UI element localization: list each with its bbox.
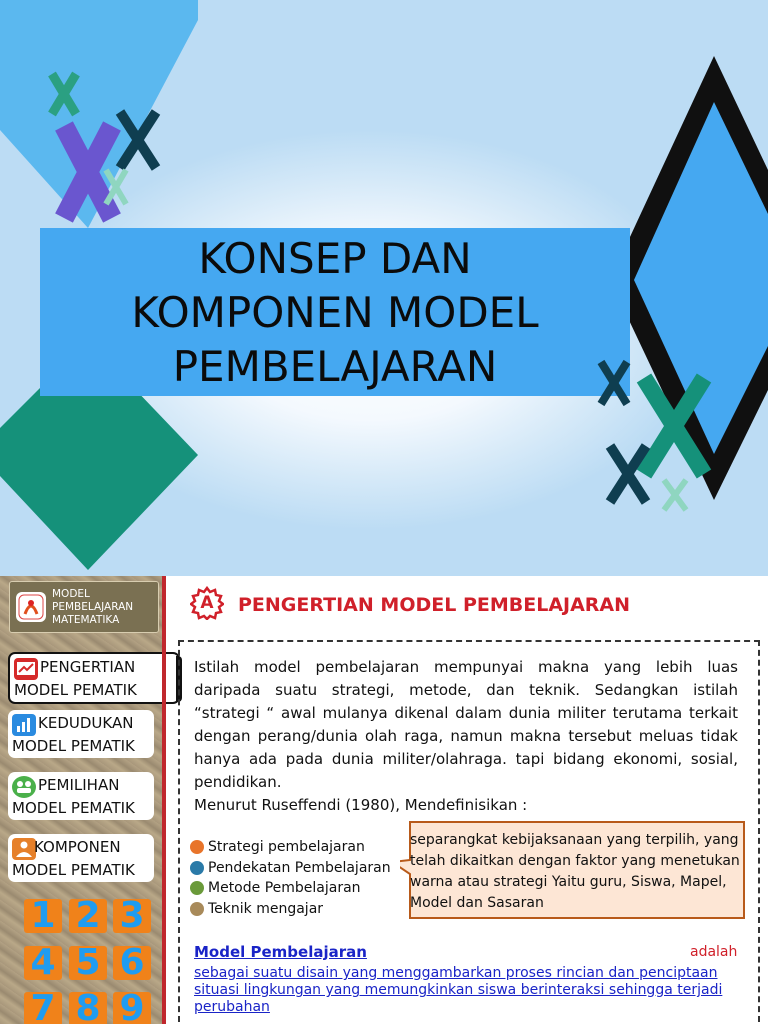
bar-chart-icon — [12, 714, 36, 736]
number-key-2[interactable]: 2 — [69, 899, 107, 933]
badge-letter: A — [200, 593, 214, 613]
number-key-3[interactable]: 3 — [113, 899, 151, 933]
team-icon — [12, 838, 36, 860]
section-badge-icon — [190, 586, 224, 620]
nav-label: KOMPONEN — [34, 838, 121, 856]
paragraph: Istilah model pembelajaran mempunyai makna yang lebih luas daripada suatu strategi, metode, dan teknik. Sedangkan istilah “strategi “ awal mulanya dikenal dalam dunia militer terutama terkait dengan perang/dunia olah raga, namun makna tersebut meluas tidak hanya ada pada dunia militer/olahraga. tapi bidang ekonomi, sosial, pendidikan. — [194, 658, 738, 791]
definition-text[interactable]: sebagai suatu disain yang menggambarkan proses rincian dan penciptaan situasi lingkungan yang memungkinkan siswa berinteraksi sehingga terjadi perubahan — [194, 965, 723, 1015]
number-key-5[interactable]: 5 — [69, 946, 107, 980]
bullet-list — [190, 837, 391, 919]
nav-label: PEMILIHAN — [38, 776, 120, 794]
callout-text: separangkat kebijaksanaan yang terpilih, yang telah dikaitkan dengan faktor yang menetukan warna atau strategi Yaitu guru, Siswa, Mapel, Model dan Sasaran — [410, 832, 740, 911]
nav-label: MODEL PEMATIK — [14, 681, 137, 699]
green-bullet-icon — [190, 881, 204, 895]
logo-line: PEMBELAJARAN — [52, 601, 134, 613]
bullet-label: Metode Pembelajaran — [208, 880, 361, 896]
nav-label: MODEL PEMATIK — [12, 861, 135, 879]
x-mark-icon — [664, 480, 686, 510]
app-logo[interactable] — [9, 581, 159, 633]
x-mark-icon — [52, 74, 76, 114]
section-heading: PENGERTIAN MODEL PEMBELAJARAN — [238, 594, 631, 616]
sidebar — [0, 576, 162, 1024]
number-key-6[interactable]: 6 — [113, 946, 151, 980]
people-icon — [12, 776, 36, 798]
chart-icon — [14, 658, 38, 680]
sidebar-divider — [162, 576, 166, 1024]
logo-text — [52, 588, 133, 627]
title-line: PEMBELAJARAN — [172, 342, 498, 391]
logo-line: MODEL — [52, 588, 90, 600]
content-text — [194, 656, 738, 817]
list-item — [190, 858, 391, 879]
slide-title — [40, 232, 630, 394]
bullet-label: Pendekatan Pembelajaran — [208, 859, 391, 876]
x-mark-icon — [106, 170, 126, 204]
orange-bullet-icon — [190, 840, 204, 854]
number-key-8[interactable]: 8 — [69, 992, 107, 1024]
nav-label: KEDUDUKAN — [38, 714, 134, 732]
blue-bullet-icon — [190, 861, 204, 875]
x-mark-icon — [644, 378, 704, 474]
adalah-label: adalah — [690, 944, 738, 960]
list-item — [190, 899, 391, 920]
number-key-7[interactable]: 7 — [24, 992, 62, 1024]
x-mark-icon — [610, 446, 646, 502]
brown-bullet-icon — [190, 902, 204, 916]
x-mark-icon — [120, 112, 156, 168]
number-key-4[interactable]: 4 — [24, 946, 62, 980]
nav-item-kedudukan[interactable] — [8, 710, 154, 758]
number-key-1[interactable]: 1 — [24, 899, 62, 933]
number-key-9[interactable]: 9 — [113, 992, 151, 1024]
nav-label: PENGERTIAN — [40, 658, 136, 676]
nav-item-komponen[interactable] — [8, 834, 154, 882]
bullet-label: Teknik mengajar — [208, 900, 324, 917]
nav-item-pemilihan[interactable] — [8, 772, 154, 820]
model-pembelajaran-link[interactable]: Model Pembelajaran — [194, 943, 367, 961]
nav-label: MODEL PEMATIK — [12, 737, 135, 755]
logo-icon — [16, 592, 46, 622]
citation: Menurut Ruseffendi (1980), Mendefinisikan : — [194, 796, 528, 814]
list-item — [190, 878, 391, 899]
bullet-label: Strategi pembelajaran — [208, 839, 365, 855]
title-line: KOMPONEN MODEL — [131, 288, 539, 337]
list-item — [190, 837, 391, 858]
nav-item-pengertian[interactable] — [8, 652, 180, 704]
title-line: KONSEP DAN — [198, 234, 472, 283]
nav-label: MODEL PEMATIK — [12, 799, 135, 817]
logo-line: MATEMATIKA — [52, 614, 120, 626]
content-slide — [0, 576, 768, 1024]
